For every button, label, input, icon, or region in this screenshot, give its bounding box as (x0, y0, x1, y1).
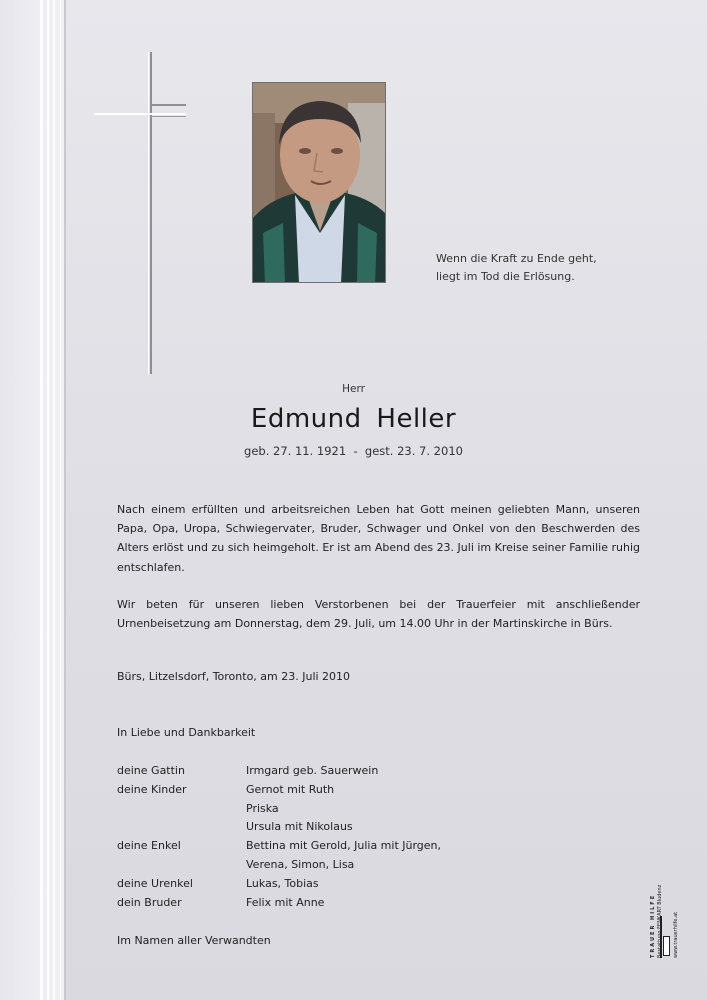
love-line: In Liebe und Dankbarkeit (117, 726, 256, 739)
mourner-names: Priska (246, 801, 279, 815)
mourner-names: Irmgard geb. Sauerwein (246, 764, 379, 777)
logo-text: Bestattung FENKART Bludenz (657, 884, 663, 958)
mourner-relation: deine Kinder (117, 782, 187, 796)
mourner-names: Ursula mit Nikolaus (246, 820, 353, 834)
place-date: Bürs, Litzelsdorf, Toronto, am 23. Juli 2010 (117, 670, 351, 683)
mourner-relation: deine Urenkel (117, 876, 193, 890)
portrait-photo (252, 82, 386, 283)
mourner-relation: deine Enkel (117, 839, 181, 853)
mourner-names: Gernot mit Ruth (246, 782, 335, 796)
logo-text: TRAUER HILFE (650, 893, 656, 958)
border-stripe (47, 0, 49, 1000)
border-stripe (60, 0, 61, 1000)
life-dates: geb. 27. 11. 1921 - gest. 23. 7. 2010 (244, 444, 463, 458)
service-paragraph: Wir beten für unseren lieben Verstorbenen bei der Trauerfeier mit anschließender Urnenbeisetzung am Donnerstag, dem 29. Juli, um 14.00 Uhr in der Martinskirche in Bürs. (117, 598, 640, 631)
border-stripe (64, 0, 66, 1000)
decorative-border (0, 0, 66, 1000)
deceased-name: Edmund Heller (250, 404, 457, 434)
mourner-relation: deine Gattin (117, 764, 185, 777)
obituary-paragraph: Nach einem erfüllten und arbeitsreichen Leben hat Gott meinen geliebten Mann, unseren Papa, Opa, Uropa, Schwiegervater, Bruder, Schwager und Onkel von den Beschwerden des Alters erlöst und zu sich heimgeholt. Er ist am Abend des 23. Juli im Kreise seiner Familie ruhig entschlafen. (117, 503, 640, 574)
logo-text: www.trauerhilfe.at (673, 911, 679, 958)
quote-line: Wenn die Kraft zu Ende geht, (436, 252, 597, 265)
mourner-relation: dein Bruder (117, 895, 182, 909)
border-stripe (40, 0, 43, 1000)
quote-line: liegt im Tod die Erlösung. (436, 270, 575, 283)
quote (436, 250, 646, 286)
mourner-names: Lukas, Tobias (246, 876, 319, 890)
funeral-home-logo (647, 866, 681, 958)
mourner-names: Bettina mit Gerold, Julia mit Jürgen, (246, 839, 442, 853)
border-stripe (53, 0, 55, 1000)
closing-line: Im Namen aller Verwandten (117, 934, 271, 947)
cross-icon (94, 52, 190, 376)
salutation: Herr (342, 383, 365, 395)
mourner-names: Felix mit Anne (246, 895, 325, 909)
mourner-names: Verena, Simon, Lisa (246, 857, 355, 871)
